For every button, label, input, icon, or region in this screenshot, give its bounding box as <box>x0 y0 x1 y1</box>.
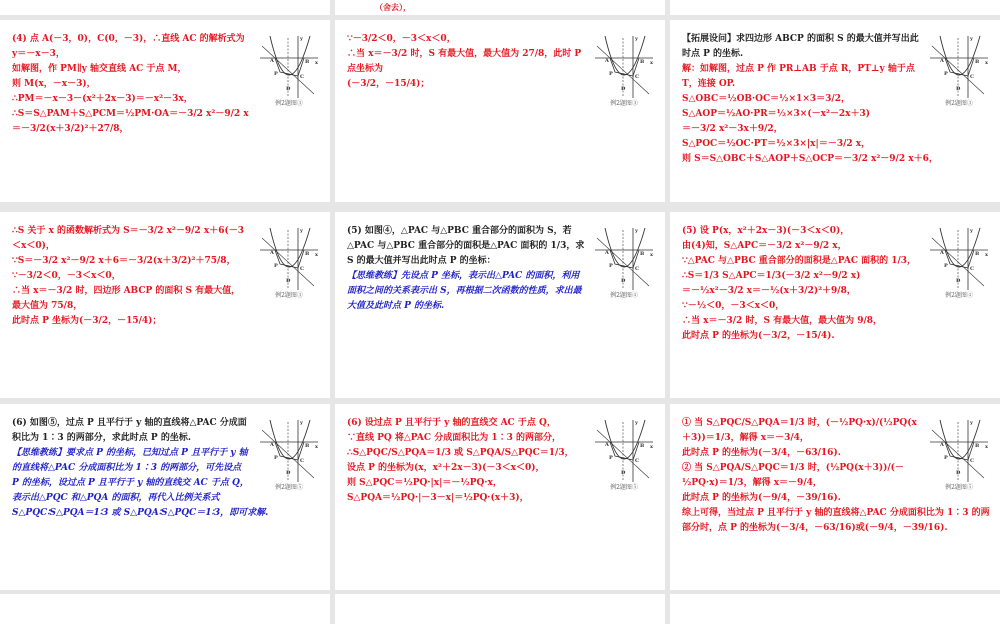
svg-text:C: C <box>635 74 639 80</box>
text-line: 则 S△PQC＝½PQ·|x|＝－½PQ·x， <box>347 478 502 488</box>
svg-text:D: D <box>956 470 961 476</box>
svg-text:B: B <box>305 59 310 65</box>
text-line: (5) 如图④，△PAC 与△PBC 重合部分的面积为 S，若△PAC 与△PBC 重合部分的面积是△PAC 面积的 1/3，求 S 的最大值并写出此时点 P 的坐标： <box>347 226 585 266</box>
svg-text:B: B <box>305 251 310 257</box>
slide-text <box>682 224 990 344</box>
svg-text:A: A <box>940 442 944 448</box>
svg-text:C: C <box>970 74 974 80</box>
svg-text:y: y <box>970 228 973 234</box>
svg-text:y: y <box>635 420 638 426</box>
slide-text <box>12 224 320 329</box>
slide-8 <box>335 404 665 590</box>
svg-text:D: D <box>286 470 291 476</box>
svg-text:y: y <box>635 36 638 42</box>
svg-text:P: P <box>944 455 948 461</box>
slide-bottom-left-partial <box>0 594 330 624</box>
svg-text:C: C <box>970 266 974 272</box>
figure-caption: 例2题图⑤ <box>610 484 638 491</box>
svg-text:x: x <box>315 252 318 258</box>
svg-text:x: x <box>315 444 318 450</box>
svg-text:P: P <box>609 263 613 269</box>
text-line: ∵－3/2＜0，－3＜x＜0， <box>12 271 121 281</box>
slide-2 <box>335 20 665 202</box>
slide-text <box>347 224 655 314</box>
text-line: ∴当 x＝－3/2 时，四边形 ABCP 的面积 S 有最大值， <box>12 286 241 296</box>
figure-caption: 例2题图④ <box>945 292 973 299</box>
text-line: ∴当 x＝－3/2 时，S 有最大值，最大值为 9/8， <box>682 316 883 326</box>
slide-bottom-middle-partial <box>335 594 665 624</box>
text-line: (4) 点 A(－3，0)，C(0，－3)，∴直线 AC 的解析式为 y＝－x－3， <box>12 34 245 59</box>
text-line: 此时点 P 的坐标为(－3/2，－15/4). <box>682 331 835 341</box>
figure-caption: 例2题图③ <box>275 292 303 299</box>
slide-4 <box>0 212 330 398</box>
text-line: 此时点 P 坐标为(－3/2，－15/4)； <box>12 316 162 326</box>
slide-text <box>12 32 320 137</box>
parabola-graph-icon <box>928 418 990 484</box>
svg-text:y: y <box>970 420 973 426</box>
parabola-graph-icon <box>593 226 655 292</box>
text-line: (6) 设过点 P 且平行于 y 轴的直线交 AC 于点 Q， <box>347 418 556 428</box>
text-line: S△AOP＝½AO·PR＝½×3×(－x²－2x＋3) <box>682 109 871 119</box>
slide-7 <box>0 404 330 590</box>
slide-text <box>347 416 655 506</box>
figure-caption: 例2题图③ <box>275 100 303 107</box>
svg-text:D: D <box>956 278 961 284</box>
svg-text:B: B <box>975 443 980 449</box>
text-line: ∴S＝S△PAM＋S△PCM＝½PM·OA＝－3/2 x²－9/2 x <box>12 109 249 119</box>
text-line: 解：如解图，过点 P 作 PR⊥AB 于点 R，PT⊥y 轴于点 T，连接 OP. <box>682 64 915 89</box>
text-line: ＝－½x²－3/2 x＝－½(x＋3/2)²＋9/8， <box>682 286 856 296</box>
svg-text:C: C <box>635 266 639 272</box>
slide-3 <box>670 20 1000 202</box>
parabola-figure <box>593 226 655 300</box>
text-line: 【思维教练】先设点 P 坐标，表示出△PAC 的面积，利用面积之间的关系表示出 S，再根据二次函数的性质，求出最大值及此时点 P 的坐标. <box>347 271 582 311</box>
slide-text <box>682 32 990 167</box>
svg-text:D: D <box>286 278 291 284</box>
svg-text:B: B <box>305 443 310 449</box>
text-line: ＝－3/2(x＋3/2)²＋27/8， <box>12 124 129 134</box>
text-line: (6) 如图⑤，过点 P 且平行于 y 轴的直线将△PAC 分成面积比为 1∶3 的两部分，求此时点 P 的坐标. <box>12 418 247 443</box>
text-line: ∵S＝－3/2 x²－9/2 x＋6＝－3/2(x＋3/2)²＋75/8， <box>12 256 236 266</box>
svg-text:A: A <box>270 442 274 448</box>
slide-5 <box>335 212 665 398</box>
text-line: ∵－3/2＜0，－3＜x＜0， <box>347 34 456 44</box>
text-line: 则 S＝S△OBC＋S△AOP＋S△OCP＝－3/2 x²－9/2 x＋6， <box>682 154 938 164</box>
text-line: ＝－3/2 x²－3x＋9/2， <box>682 124 783 134</box>
figure-caption: 例2题图⑤ <box>945 484 973 491</box>
svg-text:D: D <box>621 470 626 476</box>
parabola-figure <box>928 226 990 300</box>
text-line: (－3/2，－15/4)； <box>347 79 430 89</box>
text-line: ∴PM＝－x－3－(x²＋2x－3)＝－x²－3x， <box>12 94 193 104</box>
svg-text:y: y <box>300 420 303 426</box>
text-line: ∴当 x＝－3/2 时，S 有最大值，最大值为 27/8，此时 P 点坐标为 <box>347 49 582 74</box>
text-line: 【思维教练】要求点 P 的坐标，已知过点 P 且平行于 y 轴的直线将△PAC 分成面积比为 1∶3 的两部分，可先设点 P 的坐标，设过点 P 且平行于 y 轴的直线交 AC 于点 Q，表示出△PQC 和△PQA 的面积，再代入比例关系式 S△PQC∶S△PQA＝1∶3 或 S△PQA∶S△PQC＝1∶3，即可求解. <box>12 448 269 518</box>
text-line: ∴S△PQC/S△PQA＝1/3 或 S△PQA/S△PQC＝1/3， <box>347 448 574 458</box>
text-line: ∴S 关于 x 的函数解析式为 S＝－3/2 x²－9/2 x＋6(－3＜x＜0)， <box>12 226 244 251</box>
slide-text <box>12 416 320 521</box>
parabola-graph-icon <box>258 418 320 484</box>
svg-text:D: D <box>621 86 626 92</box>
text-line: ② 当 S△PQA/S△PQC＝1/3 时，(½PQ(x＋3))/(－½PQ·x)＝1/3，解得 x＝－9/4， <box>682 463 904 488</box>
text-line: ∴S＝1/3 S△APC＝1/3(－3/2 x²－9/2 x) <box>682 271 861 281</box>
svg-text:P: P <box>274 455 278 461</box>
text-line: ∵△PAC 与△PBC 重合部分的面积是△PAC 面积的 1/3， <box>682 256 917 266</box>
text-line: ① 当 S△PQC/S△PQA＝1/3 时，(－½PQ·x)/(½PQ(x＋3))＝1/3，解得 x＝－3/4， <box>682 418 917 443</box>
slide-1 <box>0 20 330 202</box>
parabola-figure <box>258 226 320 300</box>
slide-bottom-right-partial <box>670 594 1000 624</box>
svg-text:P: P <box>274 263 278 269</box>
svg-text:A: A <box>940 250 944 256</box>
svg-text:C: C <box>300 266 304 272</box>
svg-text:C: C <box>300 458 304 464</box>
svg-text:P: P <box>274 71 278 77</box>
svg-text:C: C <box>635 458 639 464</box>
slide-top-middle-partial <box>335 0 665 15</box>
svg-text:P: P <box>609 71 613 77</box>
svg-text:y: y <box>300 36 303 42</box>
text-line: 此时点 P 的坐标为(－9/4，－39/16). <box>682 493 841 503</box>
svg-text:A: A <box>605 442 609 448</box>
text-line: S△PQA＝½PQ·|－3－x|＝½PQ·(x＋3)， <box>347 493 529 503</box>
svg-text:P: P <box>944 71 948 77</box>
text-line: 如解图，作 PM∥y 轴交直线 AC 于点 M， <box>12 64 187 74</box>
svg-text:B: B <box>640 251 645 257</box>
svg-text:x: x <box>650 252 653 258</box>
parabola-graph-icon <box>593 34 655 100</box>
figure-caption: 例2题图⑤ <box>275 484 303 491</box>
svg-text:x: x <box>985 444 988 450</box>
svg-text:C: C <box>300 74 304 80</box>
svg-text:B: B <box>640 59 645 65</box>
slide-6 <box>670 212 1000 398</box>
svg-text:P: P <box>609 455 613 461</box>
parabola-graph-icon <box>928 34 990 100</box>
svg-text:A: A <box>270 250 274 256</box>
parabola-graph-icon <box>258 226 320 292</box>
parabola-figure <box>593 34 655 108</box>
text-line: 设点 P 的坐标为(x，x²＋2x－3)(－3＜x＜0)， <box>347 463 545 473</box>
text-line: ∵－½＜0，－3＜x＜0， <box>682 301 785 311</box>
parabola-figure <box>928 418 990 492</box>
figure-caption: 例2题图③ <box>945 100 973 107</box>
text-line: ∵直线 PQ 将△PAC 分成面积比为 1∶3 的两部分， <box>347 433 561 443</box>
text-line: (5) 设 P(x，x²＋2x－3)(－3＜x＜0)， <box>682 226 850 236</box>
text-line: 最大值为 75/8， <box>12 301 83 311</box>
svg-text:P: P <box>944 263 948 269</box>
svg-text:x: x <box>650 60 653 66</box>
figure-caption: 例2题图③ <box>610 100 638 107</box>
svg-text:A: A <box>940 58 944 64</box>
slide-9 <box>670 404 1000 590</box>
parabola-graph-icon <box>593 418 655 484</box>
text-line: 由(4)知，S△APC＝－3/2 x²－9/2 x， <box>682 241 847 251</box>
svg-text:A: A <box>270 58 274 64</box>
svg-text:y: y <box>970 36 973 42</box>
discard-note: （舍去）， <box>375 2 411 12</box>
svg-text:y: y <box>635 228 638 234</box>
text-line: 【拓展设问】求四边形 ABCP 的面积 S 的最大值并写出此时点 P 的坐标. <box>682 34 919 59</box>
parabola-figure <box>593 418 655 492</box>
svg-text:x: x <box>985 60 988 66</box>
text-line: 此时点 P 的坐标为(－3/4，－63/16). <box>682 448 841 458</box>
svg-text:D: D <box>286 86 291 92</box>
slide-top-right-partial <box>670 0 1000 15</box>
svg-text:x: x <box>985 252 988 258</box>
svg-text:x: x <box>650 444 653 450</box>
parabola-figure <box>928 34 990 108</box>
svg-text:D: D <box>621 278 626 284</box>
text-line: 综上可得，当过点 P 且平行于 y 轴的直线将△PAC 分成面积比为 1∶3 的两部分时，点 P 的坐标为(－3/4，－63/16)或(－9/4，－39/16). <box>682 508 990 533</box>
parabola-figure <box>258 34 320 108</box>
slide-top-left-partial <box>0 0 330 15</box>
text-line: S△OBC＝½OB·OC＝½×1×3＝3/2， <box>682 94 850 104</box>
svg-text:C: C <box>970 458 974 464</box>
parabola-figure <box>258 418 320 492</box>
svg-text:D: D <box>956 86 961 92</box>
slide-text <box>682 416 990 536</box>
figure-caption: 例2题图④ <box>610 292 638 299</box>
svg-text:B: B <box>640 443 645 449</box>
parabola-graph-icon <box>928 226 990 292</box>
svg-text:x: x <box>315 60 318 66</box>
slide-text <box>347 32 655 112</box>
svg-text:B: B <box>975 251 980 257</box>
svg-text:y: y <box>300 228 303 234</box>
svg-text:A: A <box>605 250 609 256</box>
text-line: 则 M(x，－x－3)， <box>12 79 96 89</box>
parabola-graph-icon <box>258 34 320 100</box>
svg-text:A: A <box>605 58 609 64</box>
svg-text:B: B <box>975 59 980 65</box>
text-line: S△POC＝½OC·PT＝½×3×|x|＝－3/2 x， <box>682 139 871 149</box>
